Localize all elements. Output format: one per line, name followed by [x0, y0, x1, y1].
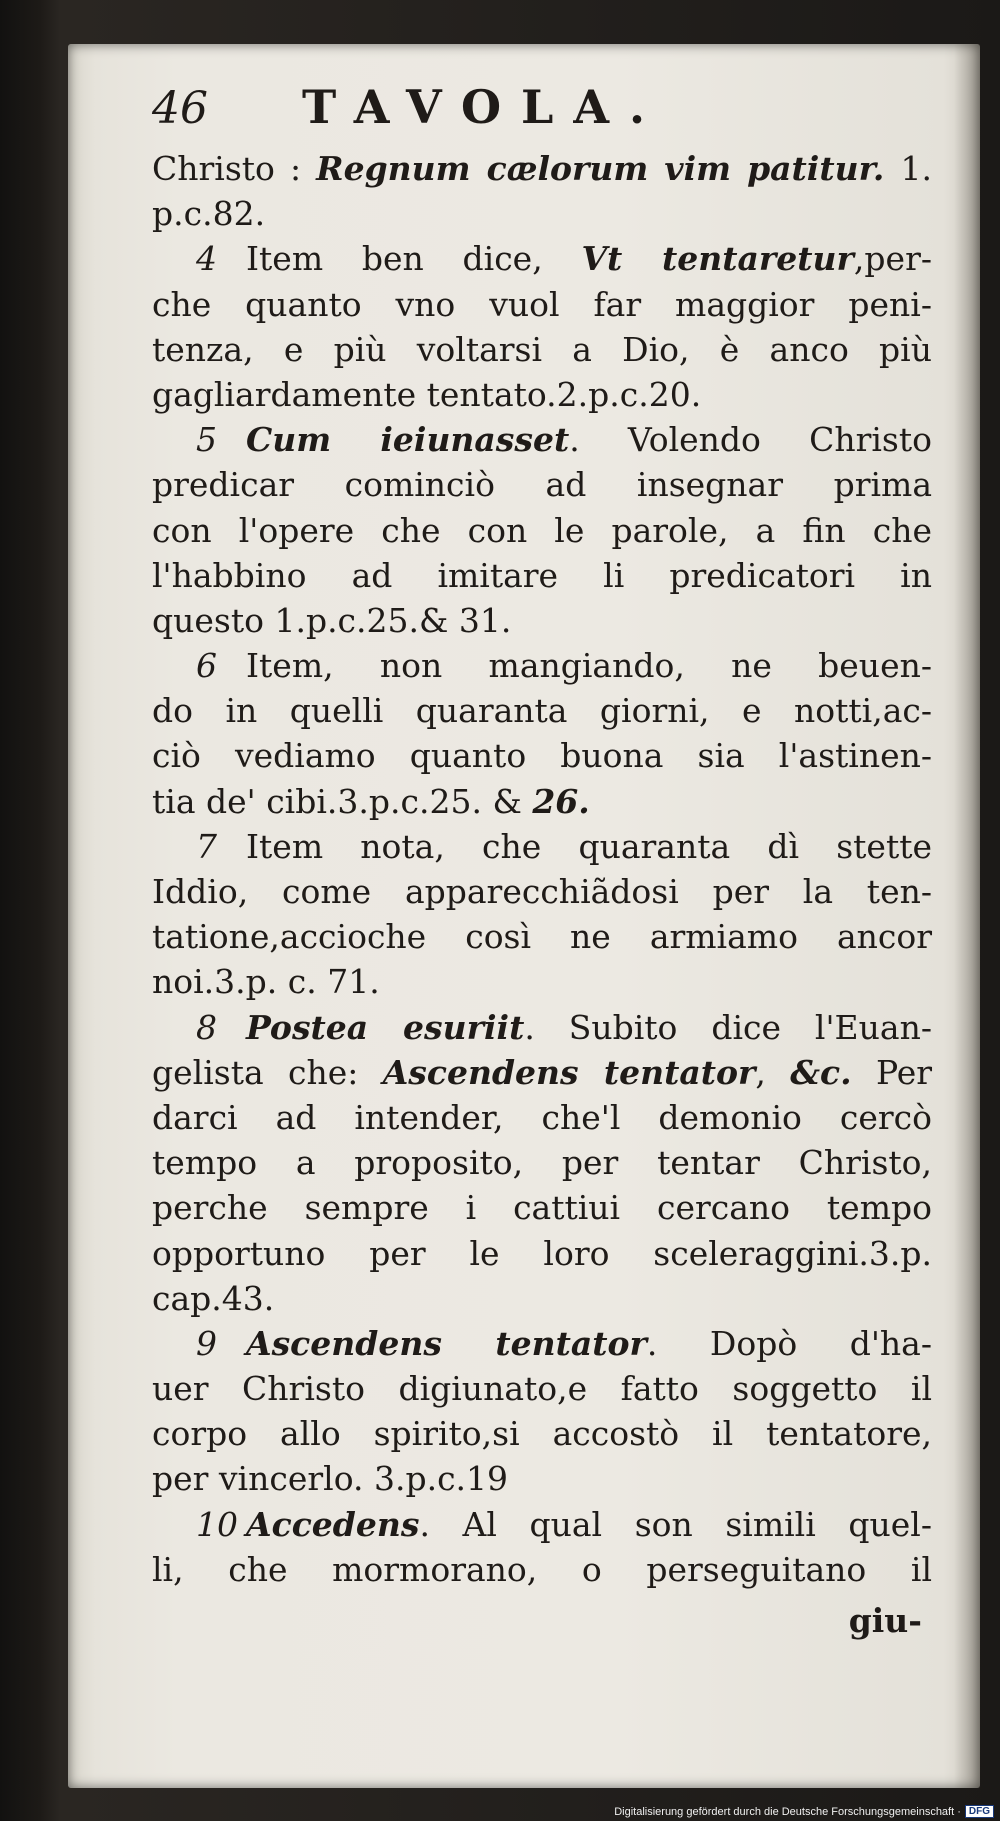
page-edge-shadow — [954, 44, 980, 1788]
entry-number: 10 — [196, 1504, 238, 1544]
text-line: opportuno per le loro sceleraggini.3.p. — [152, 1233, 932, 1273]
text-line: tenza, e più voltarsi a Dio, è anco più — [152, 329, 932, 369]
entry-number: 8 — [196, 1007, 217, 1047]
text-line: noi.3.p. c. 71. — [152, 962, 380, 1002]
entry-4: 4 Item ben dice, Vt tentaretur,per- — [152, 236, 932, 281]
text-line: predicar cominciò ad insegnar prima — [152, 465, 932, 505]
page-header — [152, 80, 932, 142]
text-line: che quanto vno vuol far maggior peni- — [152, 284, 932, 324]
running-title: TAVOLA. — [302, 80, 666, 134]
text-line: corpo allo spirito,si accostò il tentatore, — [152, 1414, 932, 1454]
text-line: tatione,accioche così ne armiamo ancor — [152, 917, 932, 957]
entry-number: 5 — [196, 420, 217, 460]
text-line: cap.43. — [152, 1278, 275, 1318]
page-number: 46 — [152, 83, 208, 134]
entry-8: 8 Postea esuriit. Subito dice l'Euan- — [152, 1005, 932, 1050]
text-line: gelista che: Ascendens tentator, &c. Per — [152, 1052, 932, 1092]
text-line: gagliardamente tentato.2.p.c.20. — [152, 374, 702, 414]
entry-6: 6 Item, non mangiando, ne beuen- — [152, 643, 932, 688]
entry-7: 7 Item nota, che quaranta dì stette — [152, 824, 932, 869]
entry-number: 6 — [196, 646, 217, 686]
text-line: p.c.82. — [152, 194, 266, 234]
text-line: tia de' cibi.3.p.c.25. & 26. — [152, 781, 590, 821]
digitization-credit — [614, 1805, 994, 1818]
credit-text: Digitalisierung gefördert durch die Deutsche Forschungsgemeinschaft · — [614, 1805, 961, 1818]
entry-5: 5 Cum ieiunasset. Volendo Christo — [152, 417, 932, 462]
text-line: Christo : Regnum cælorum vim patitur. 1. — [152, 149, 932, 188]
text-line: perche sempre i cattiui cercano tempo — [152, 1188, 932, 1228]
dfg-logo-icon: DFG — [965, 1805, 994, 1818]
text-line: li, che mormorano, o perseguitano il — [152, 1549, 932, 1589]
entry-number: 9 — [196, 1323, 217, 1363]
catchword: giu- — [848, 1601, 922, 1640]
entry-number: 4 — [196, 239, 217, 279]
text-line: con l'opere che con le parole, a fin che — [152, 510, 932, 550]
text-line: darci ad intender, che'l demonio cercò — [152, 1097, 932, 1137]
entry-number: 7 — [196, 826, 217, 866]
text-line: l'habbino ad imitare li predicatori in — [152, 555, 932, 595]
entry-10: 10 Accedens. Al qual son simili quel- — [152, 1502, 932, 1547]
text-line: Iddio, come apparecchiãdosi per la ten- — [152, 872, 932, 911]
text-line: do in quelli quaranta giorni, e notti,ac- — [152, 691, 932, 731]
entry-9: 9 Ascendens tentator. Dopò d'ha- — [152, 1321, 932, 1366]
text-line: tempo a proposito, per tentar Christo, — [152, 1143, 932, 1183]
text-line: uer Christo digiunato,e fatto soggetto il — [152, 1369, 932, 1409]
text-block — [152, 80, 932, 1643]
text-line: questo 1.p.c.25.& 31. — [152, 600, 512, 640]
text-line: per vincerlo. 3.p.c.19 — [152, 1459, 509, 1499]
text-line: ciò vediamo quanto buona sia l'astinen- — [152, 736, 932, 776]
